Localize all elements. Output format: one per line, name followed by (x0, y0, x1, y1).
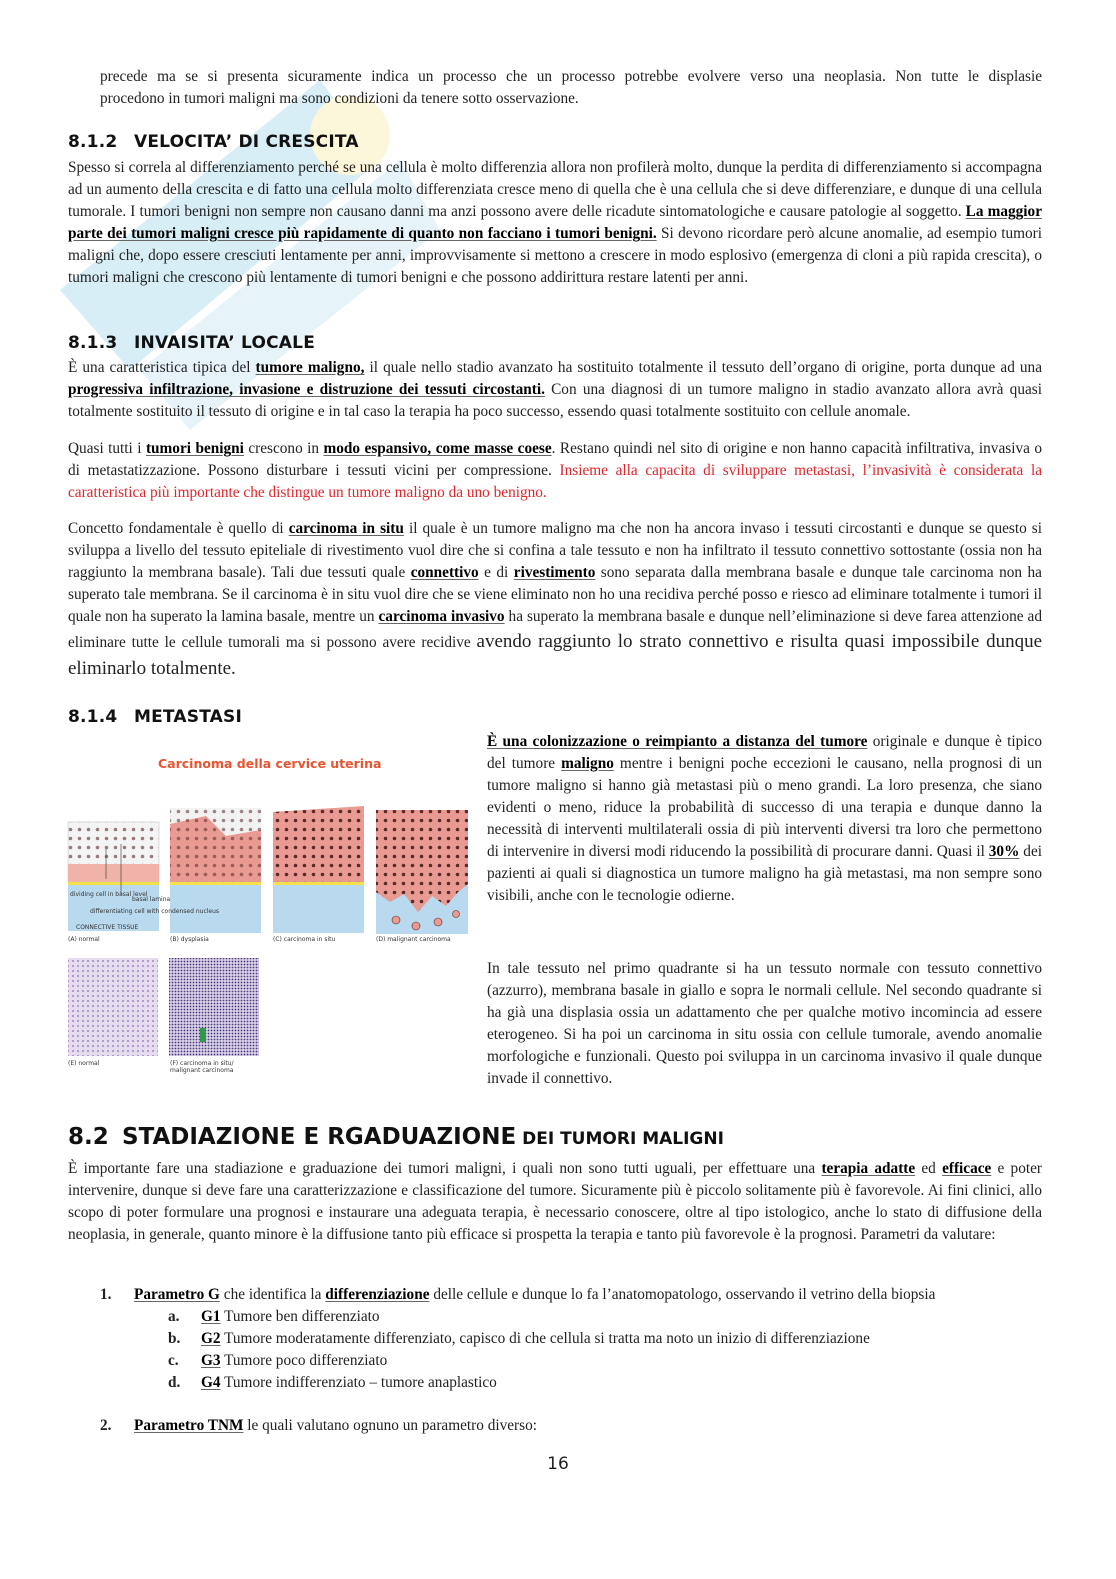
text-run: dei pazienti ai quali si diagnostica un tumore maligno ha già metastasi, ma non sempre sono visibili, anche con le tecnologie odierne. (487, 843, 1042, 904)
text-run: Tumore moderatamente differenziato, capisco di che cellula si tratta ma noto un inizio di differenziazione (220, 1330, 870, 1347)
panel-f-micrograph (169, 958, 259, 1056)
text-run: sono separata dalla membrana basale e dunque tale carcinoma non ha superato tale membrana. Se il carcinoma è in situ vuol dire che se viene eliminato non ho una recidiva perché posso e riesco ad eliminare totalmente i tumori il quale non ha superato la lamina basale, mentre un (68, 564, 1042, 625)
heading-title: VELOCITA’ DI CRESCITA (134, 132, 359, 152)
text-run: Tumore indifferenziato – tumore anaplastico (220, 1374, 497, 1391)
highlight-text: carcinoma invasivo (378, 608, 505, 625)
grade-label: G1 (201, 1308, 221, 1325)
paragraph-velocita (68, 157, 1042, 289)
highlight-text: La maggior parte dei tumori maligni cresce più rapidamente di quanto non facciano i tumori benigni. (68, 203, 1042, 242)
paragraph-invasivita-3 (68, 518, 1042, 682)
paragraph-invasivita-1 (68, 357, 1042, 423)
text-run: delle cellule e dunque lo fa l’anatomopatologo, osservando il vetrino della biopsia (429, 1286, 936, 1303)
callout-differentiating-cell: differentiating cell with condensed nucleus (90, 908, 220, 915)
text-run: il quale è un tumore maligno ma che non ha ancora invaso i tessuti circostanti e dunque se questo si sviluppa a livello del tessuto epiteliale di rivestimento vuol dire che si confina a tale tessuto e non ha infiltrato il tessuto connettivo sottostante (ossia non ha raggiunto la membrana basale). Tali due tessuti quale (68, 520, 1042, 581)
intro-line-1: precede ma se si presenta sicuramente indica un processo che un processo potrebbe evolvere verso una neoplasia. Non tutte le displasie (100, 68, 1042, 85)
text-run: che identifica la (219, 1286, 326, 1303)
list-number: 2. (100, 1417, 112, 1434)
heading-8-2 (68, 1124, 724, 1150)
text-run: Tumore ben differenziato (220, 1308, 380, 1325)
list-letter: b. (168, 1330, 181, 1347)
text-run: Con una diagnosi di un tumore maligno in stadio avanzato allora avrà quasi totalmente sostituito il tessuto di origine e in tal caso la terapia ha poco successo, essendo quasi totalmente sostituito con cellule anomale. (68, 381, 1042, 420)
list-item (68, 1284, 1042, 1306)
highlight-text: tumori benigni (145, 440, 244, 457)
intro-line-2: procedono in tumori maligni ma sono condizioni da tenere sotto osservazione. (100, 90, 579, 107)
highlight-text: rivestimento (513, 564, 596, 581)
list-item (68, 1306, 1042, 1328)
panel-label-a: (A) normal (68, 936, 100, 943)
text-run: il quale nello stadio avanzato ha sostituito totalmente il tessuto dell’organo di origine, porta dunque ad una (364, 359, 1042, 376)
paragraph-invasivita-2 (68, 438, 1042, 504)
highlight-text: modo espansivo, come masse coese (323, 440, 552, 457)
text-run: e poter intervenire, dunque si deve fare una caratterizzazione e classificazione del tumore. Sicuramente più è piccolo solitamente più è favorevole. Ai fini clinici, allo scopo di poter formulare una prognosi e instaurare una adeguata terapia, è necessario conoscere, oltre al tipo istologico, anche lo stato di diffusione della neoplasia, in generale, quanto minore è la diffusione tanto più efficace si prospetta la terapia e tanto più favorevole è la prognosi. Parametri da valutare: (68, 1160, 1042, 1243)
heading-number: 8.1.2 (68, 132, 118, 152)
text-run: Quasi tutti i (68, 440, 146, 457)
highlight-text: progressiva infiltrazione, invasione e distruzione dei tessuti circostanti. (68, 381, 545, 398)
text-run: mentre i benigni poche eccezioni le causano, nella prognosi di un tumore maligno si hanno già metastasi più o meno grandi. La loro presenza, che siano evidenti o meno, riduce la probabilità di successo di una terapia e dunque danno la necessità di interventi multilaterali ossia di più interventi diversi tra loro che permettono di intervenire in diversi modi riducendo la possibilità di procurare danni. Quasi il (487, 755, 1043, 860)
text-run: È importante fare una stadiazione e graduazione dei tumori maligni, i quali non sono tutti uguali, per effettuare una (68, 1160, 822, 1177)
highlight-text: Parametro G (134, 1286, 220, 1303)
highlight-text: maligno (561, 755, 614, 772)
text-run: Si devono ricordare però alcune anomalie, ad esempio tumori maligni che, dopo essere cresciuti lentamente per anni, improvvisamente si mettono a crescere in modo esplosivo (emergenza di cloni a più rapida crescita), o tumori maligni che crescono più lentamente di tumori benigni e che possono addirittura restare latenti per anni. (68, 225, 1043, 286)
text-run: ha superato la membrana basale e dunque nell’eliminazione si deve farea attenzione ad eliminare tutte le cellule tumorali ma si possono avere recidive (68, 608, 1042, 651)
panel-label-e: (E) normal (68, 1060, 100, 1067)
heading-title: METASTASI (134, 707, 243, 727)
heading-8-1-4 (68, 707, 242, 727)
panel-label-b: (B) dysplasia (170, 936, 209, 943)
list-letter: a. (168, 1308, 180, 1325)
text-run: e di (478, 564, 514, 581)
figure-title: Carcinoma della cervice uterina (158, 756, 382, 771)
red-text: Insieme alla capacita di sviluppare metastasi, l’invasività è considerata la caratteristica più importante che distingue un tumore maligno da uno benigno. (68, 462, 1042, 501)
list-item (68, 1372, 1042, 1394)
text-run: È una caratteristica tipica del (68, 359, 256, 376)
panel-d-malignant-carcinoma (376, 810, 468, 934)
heading-title: INVAISITA’ LOCALE (134, 333, 316, 353)
panel-e-normal-micrograph (68, 958, 158, 1056)
panel-label-d: (D) malignant carcinoma (376, 936, 451, 943)
heading-number: 8.2 (68, 1124, 109, 1150)
text-run: Concetto fondamentale è quello di (68, 520, 289, 537)
highlight-text: È una colonizzazione o reimpianto a distanza del tumore (487, 733, 868, 750)
list-letter: c. (168, 1352, 179, 1369)
grade-label: G4 (201, 1374, 221, 1391)
highlight-text: carcinoma in situ (288, 520, 404, 537)
large-text: avendo raggiunto lo strato connettivo e risulta quasi impossibile dunque eliminarlo totalmente. (68, 631, 1042, 679)
text-run: . Restano quindi nel sito di origine e non hanno capacità infiltrativa, invasiva o di metastatizzazione. Possono disturbare i tessuti vicini per compressione. (68, 440, 1042, 479)
text-run: Spesso si correla al differenziamento perché se una cellula è molto differenzia allora non profilerà molto, dunque la perdita di differenziamento si accompagna ad un aumento della crescita e di fatto una cellula molto differenziata cresce meno di quella che è una cellula che si deve differenziare, e dunque di una cellula tumorale. I tumori benigni non sempre non causano danni ma anzi possono avere delle ricadute sintomatologiche e causare patologie al soggetto. (68, 159, 1042, 220)
grade-label: G3 (201, 1352, 221, 1369)
text-run: crescono in (243, 440, 324, 457)
highlight-text: Parametro TNM (134, 1417, 244, 1434)
heading-number: 8.1.4 (68, 707, 118, 727)
text-run: In tale tessuto nel primo quadrante si ha un tessuto normale con tessuto connettivo (azzurro), membrana basale in giallo e sopra le normali cellule. Nel secondo quadrante si ha già una displasia ossia un adattamento che per qualche motivo incomincia ad essere eterogeneo. Si ha poi un carcinoma in situ ossia con cellule tumorale, avendo anomalie morfologiche e funzionali. Questo poi sviluppa in un carcinoma invasivo il quale dunque invade il connettivo. (487, 960, 1042, 1087)
connective-tissue-label: CONNECTIVE TISSUE (76, 924, 139, 931)
heading-number: 8.1.3 (68, 333, 118, 353)
paragraph-metastasi-2 (487, 958, 1042, 1090)
highlight-text: terapia adatte (821, 1160, 916, 1177)
heading-title: STADIAZIONE E RGADUAZIONE (122, 1124, 517, 1150)
list-item (68, 1328, 1042, 1350)
paragraph-metastasi-1 (487, 731, 1042, 907)
panel-label-f: (F) carcinoma in situ/ malignant carcinoma (170, 1060, 234, 1074)
list-letter: d. (168, 1374, 181, 1391)
highlight-text: differenziazione (325, 1286, 430, 1303)
highlight-text: efficace (942, 1160, 992, 1177)
text-run: le quali valutano ognuno un parametro diverso: (243, 1417, 538, 1434)
figure-cervix-carcinoma (66, 744, 470, 1084)
paragraph-stadiazione (68, 1158, 1042, 1246)
grade-label: G2 (201, 1330, 221, 1347)
page-number: 16 (547, 1454, 569, 1474)
callout-basal-lamina: basal lamina (132, 896, 171, 903)
list-number: 1. (100, 1286, 112, 1303)
panel-c-carcinoma-in-situ (273, 806, 364, 933)
heading-subtitle: DEI TUMORI MALIGNI (516, 1129, 724, 1149)
text-run: ed (915, 1160, 943, 1177)
callout-dividing-cell: dividing cell in basal level (70, 891, 148, 898)
highlight-text: 30% (988, 843, 1020, 860)
text-run: originale e dunque è tipico del tumore (487, 733, 1042, 772)
text-run: Tumore poco differenziato (220, 1352, 388, 1369)
highlight-text: tumore maligno, (255, 359, 365, 376)
list-item (68, 1415, 1042, 1437)
heading-8-1-3 (68, 333, 315, 353)
parameter-list (68, 1284, 1042, 1437)
intro-paragraph (100, 66, 1042, 110)
heading-8-1-2 (68, 132, 359, 152)
panel-label-c: (C) carcinoma in situ (273, 936, 336, 943)
highlight-text: connettivo (410, 564, 479, 581)
list-item (68, 1350, 1042, 1372)
